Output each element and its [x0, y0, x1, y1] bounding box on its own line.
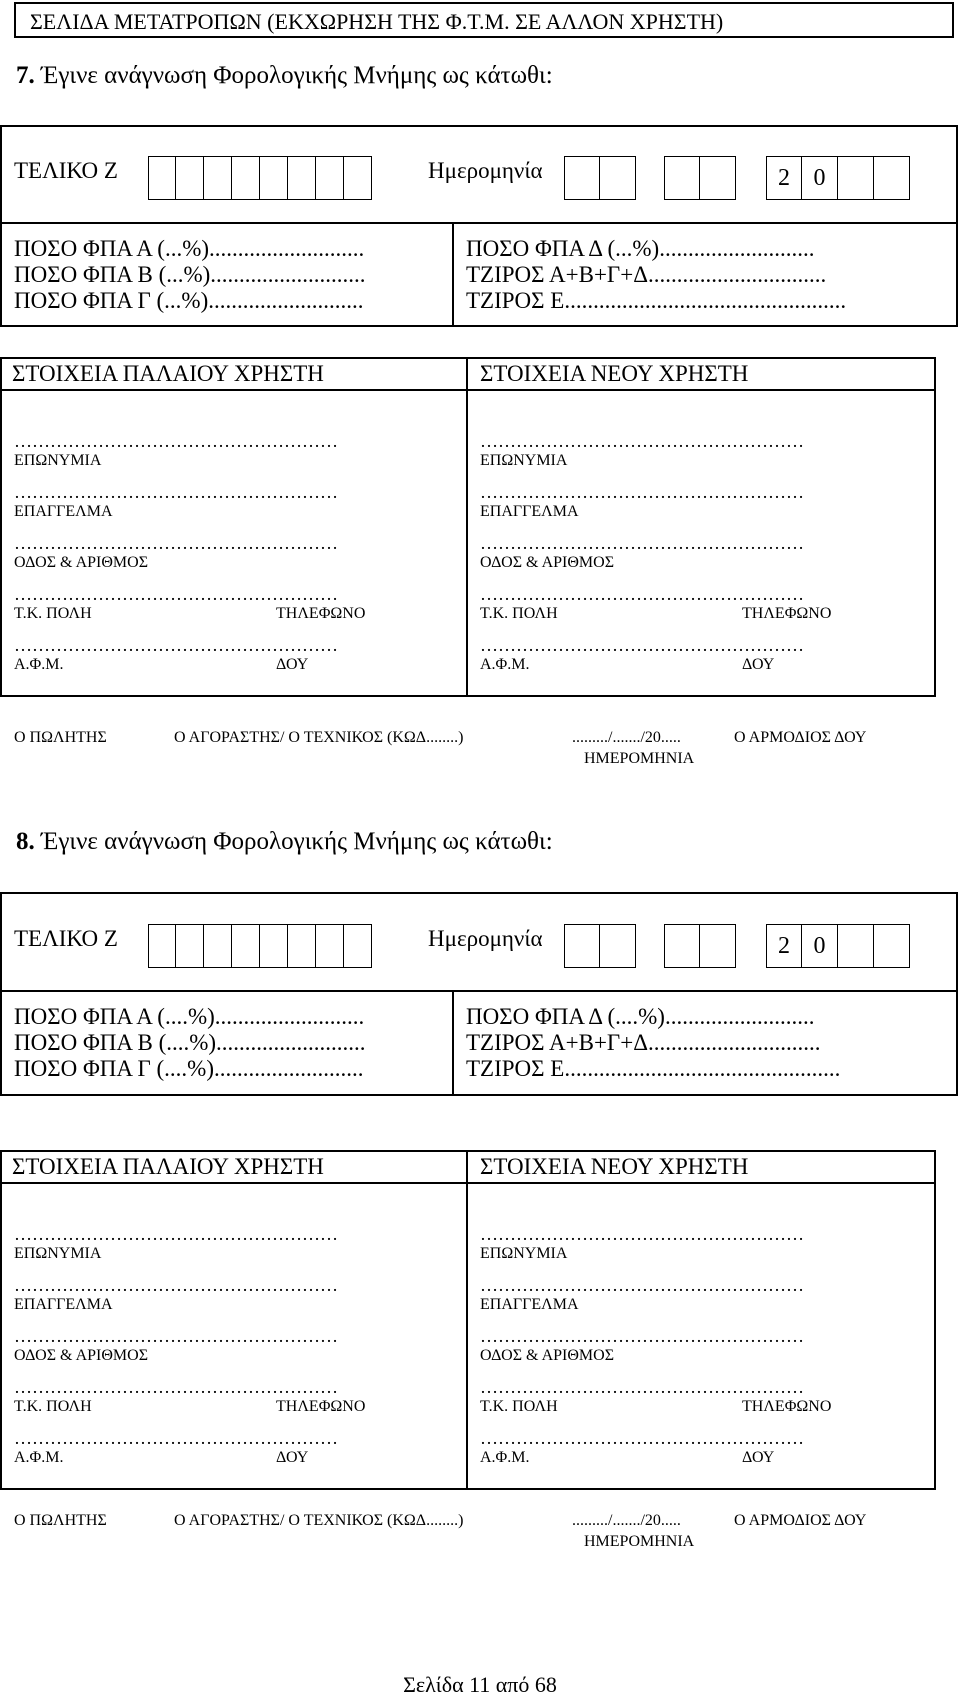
turnover-line: ΤΖΙΡΟΣ Α+Β+Γ+Δ............................... [466, 262, 827, 287]
date-label: Ημερομηνία [428, 926, 543, 951]
fill-line[interactable]: ……………………………………………… [14, 1429, 338, 1447]
z-label: ΤΕΛΙΚΟ Ζ [14, 158, 118, 183]
fill-line[interactable]: ……………………………………………… [14, 585, 338, 603]
tk-poli-label: Τ.Κ. ΠΟΛΗ [480, 1398, 558, 1415]
authority-signature-label: Ο ΑΡΜΟΔΙΟΣ ΔΟΥ [734, 1512, 867, 1529]
eponymia-label: ΕΠΩΝΥΜΙΑ [480, 1245, 568, 1262]
fill-line[interactable]: ……………………………………………… [480, 1327, 804, 1345]
date-cell[interactable] [564, 924, 600, 968]
year-cell: 2 [766, 924, 802, 968]
vat-b-line: ΠΟΣΟ ΦΠΑ Β (....%).......................... [14, 1030, 366, 1055]
vat-d-line: ΠΟΣΟ ΦΠΑ Δ (....%).......................... [466, 1004, 815, 1029]
fill-line[interactable]: ……………………………………………… [14, 1378, 338, 1396]
digit-cell[interactable] [344, 924, 372, 968]
date-cells-day[interactable] [564, 156, 636, 200]
vat-right-column [466, 236, 846, 314]
fill-line[interactable]: ……………………………………………… [480, 432, 804, 450]
divider [466, 357, 468, 697]
digit-cell[interactable] [316, 924, 344, 968]
new-user-heading: ΣΤΟΙΧΕΙΑ ΝΕΟΥ ΧΡΗΣΤΗ [480, 361, 749, 386]
digit-cell[interactable] [260, 156, 288, 200]
digit-cell[interactable] [232, 924, 260, 968]
vat-c-line: ΠΟΣΟ ΦΠΑ Γ (....%).......................... [14, 1056, 364, 1081]
buyer-signature-label: Ο ΑΓΟΡΑΣΤΗΣ/ Ο ΤΕΧΝΙΚΟΣ (ΚΩΔ........) [174, 1512, 464, 1529]
digit-cell[interactable] [260, 924, 288, 968]
doy-label: ΔΟΥ [276, 656, 309, 673]
z-number-cells[interactable] [148, 156, 372, 200]
tk-poli-label: Τ.Κ. ΠΟΛΗ [480, 605, 558, 622]
vat-d-line: ΠΟΣΟ ΦΠΑ Δ (...%)........................... [466, 236, 815, 261]
divider [0, 990, 958, 992]
eponymia-label: ΕΠΩΝΥΜΙΑ [14, 1245, 102, 1262]
divider [452, 990, 454, 1096]
doy-label: ΔΟΥ [742, 656, 775, 673]
digit-cell[interactable] [148, 156, 176, 200]
section-heading: Έγινε ανάγνωση Φορολογικής Μνήμης ως κάτωθι: [41, 62, 553, 89]
odos-label: ΟΔΟΣ & ΑΡΙΘΜΟΣ [480, 1347, 615, 1364]
tilefono-label: ΤΗΛΕΦΩΝΟ [742, 605, 832, 622]
fill-line[interactable]: ……………………………………………… [14, 636, 338, 654]
fill-line[interactable]: ……………………………………………… [480, 1276, 804, 1294]
buyer-signature-label: Ο ΑΓΟΡΑΣΤΗΣ/ Ο ΤΕΧΝΙΚΟΣ (ΚΩΔ........) [174, 729, 464, 746]
fill-line[interactable]: ……………………………………………… [480, 483, 804, 501]
fill-line[interactable]: ……………………………………………… [480, 1429, 804, 1447]
digit-cell[interactable] [204, 156, 232, 200]
date-cell[interactable] [664, 924, 700, 968]
fill-line[interactable]: ……………………………………………… [480, 1225, 804, 1243]
odos-label: ΟΔΟΣ & ΑΡΙΘΜΟΣ [14, 1347, 149, 1364]
old-user-heading: ΣΤΟΙΧΕΙΑ ΠΑΛΑΙΟΥ ΧΡΗΣΤΗ [12, 1154, 324, 1179]
date-cell[interactable] [664, 156, 700, 200]
fill-line[interactable]: ……………………………………………… [14, 1225, 338, 1243]
fill-line[interactable]: ……………………………………………… [14, 534, 338, 552]
tilefono-label: ΤΗΛΕΦΩΝΟ [276, 605, 366, 622]
afm-label: Α.Φ.Μ. [14, 1449, 64, 1466]
eponymia-label: ΕΠΩΝΥΜΙΑ [480, 452, 568, 469]
date-cell[interactable] [700, 156, 736, 200]
section-number: 7. [16, 62, 35, 89]
seller-signature-label: Ο ΠΩΛΗΤΗΣ [14, 729, 107, 746]
odos-label: ΟΔΟΣ & ΑΡΙΘΜΟΣ [14, 554, 149, 571]
date-cell[interactable] [600, 156, 636, 200]
fill-line[interactable]: ……………………………………………… [480, 636, 804, 654]
section-8-title [16, 828, 553, 856]
date-cells-month[interactable] [664, 156, 736, 200]
date-caption: ΗΜΕΡΟΜΗΝΙΑ [584, 1533, 695, 1550]
date-fill[interactable]: ........./......./20..... [572, 1512, 681, 1529]
epaggelma-label: ΕΠΑΓΓΕΛΜΑ [480, 1296, 579, 1313]
fill-line[interactable]: ……………………………………………… [14, 432, 338, 450]
digit-cell[interactable] [204, 924, 232, 968]
epaggelma-label: ΕΠΑΓΓΕΛΜΑ [14, 1296, 113, 1313]
seller-signature-label: Ο ΠΩΛΗΤΗΣ [14, 1512, 107, 1529]
date-cells-year[interactable] [766, 924, 910, 968]
epaggelma-label: ΕΠΑΓΓΕΛΜΑ [480, 503, 579, 520]
fill-line[interactable]: ……………………………………………… [14, 483, 338, 501]
year-cell[interactable] [838, 156, 874, 200]
doy-label: ΔΟΥ [276, 1449, 309, 1466]
z-number-cells[interactable] [148, 924, 372, 968]
vat-right-column [466, 1004, 840, 1082]
section-number: 8. [16, 828, 35, 855]
date-cells-month[interactable] [664, 924, 736, 968]
digit-cell[interactable] [344, 156, 372, 200]
section-heading: Έγινε ανάγνωση Φορολογικής Μνήμης ως κάτωθι: [41, 828, 553, 855]
fill-line[interactable]: ……………………………………………… [480, 1378, 804, 1396]
epaggelma-label: ΕΠΑΓΓΕΛΜΑ [14, 503, 113, 520]
turnover-line: ΤΖΙΡΟΣ Α+Β+Γ+Δ.............................. [466, 1030, 821, 1055]
year-cell: 2 [766, 156, 802, 200]
digit-cell[interactable] [176, 924, 204, 968]
authority-signature-label: Ο ΑΡΜΟΔΙΟΣ ΔΟΥ [734, 729, 867, 746]
page-footer: Σελίδα 11 από 68 [403, 1672, 557, 1697]
fill-line[interactable]: ……………………………………………… [480, 534, 804, 552]
turnover-e-line: ΤΖΙΡΟΣ Ε................................................. [466, 288, 847, 313]
digit-cell[interactable] [232, 156, 260, 200]
z-label: ΤΕΛΙΚΟ Ζ [14, 926, 118, 951]
afm-label: Α.Φ.Μ. [480, 656, 530, 673]
afm-label: Α.Φ.Μ. [480, 1449, 530, 1466]
date-fill[interactable]: ........./......./20..... [572, 729, 681, 746]
tilefono-label: ΤΗΛΕΦΩΝΟ [742, 1398, 832, 1415]
odos-label: ΟΔΟΣ & ΑΡΙΘΜΟΣ [480, 554, 615, 571]
year-cell: 0 [802, 156, 838, 200]
doy-label: ΔΟΥ [742, 1449, 775, 1466]
section-7-title [16, 62, 553, 90]
divider [452, 222, 454, 327]
fill-line[interactable]: ……………………………………………… [480, 585, 804, 603]
tilefono-label: ΤΗΛΕΦΩΝΟ [276, 1398, 366, 1415]
date-caption: ΗΜΕΡΟΜΗΝΙΑ [584, 750, 695, 767]
tk-poli-label: Τ.Κ. ΠΟΛΗ [14, 605, 92, 622]
divider [466, 1150, 468, 1490]
fill-line[interactable]: ……………………………………………… [14, 1276, 338, 1294]
year-cell[interactable] [874, 924, 910, 968]
digit-cell[interactable] [288, 156, 316, 200]
year-cell: 0 [802, 924, 838, 968]
eponymia-label: ΕΠΩΝΥΜΙΑ [14, 452, 102, 469]
year-cell[interactable] [874, 156, 910, 200]
digit-cell[interactable] [176, 156, 204, 200]
vat-a-line: ΠΟΣΟ ΦΠΑ Α (....%).......................... [14, 1004, 365, 1029]
divider [0, 222, 958, 224]
date-cell[interactable] [600, 924, 636, 968]
digit-cell[interactable] [316, 156, 344, 200]
vat-left-column [14, 236, 366, 314]
afm-label: Α.Φ.Μ. [14, 656, 64, 673]
new-user-heading: ΣΤΟΙΧΕΙΑ ΝΕΟΥ ΧΡΗΣΤΗ [480, 1154, 749, 1179]
tk-poli-label: Τ.Κ. ΠΟΛΗ [14, 1398, 92, 1415]
date-label: Ημερομηνία [428, 158, 543, 183]
digit-cell[interactable] [148, 924, 176, 968]
turnover-e-line: ΤΖΙΡΟΣ Ε................................................ [466, 1056, 841, 1081]
date-cell[interactable] [564, 156, 600, 200]
fill-line[interactable]: ……………………………………………… [14, 1327, 338, 1345]
vat-c-line: ΠΟΣΟ ΦΠΑ Γ (...%)........................... [14, 288, 364, 313]
digit-cell[interactable] [288, 924, 316, 968]
vat-a-line: ΠΟΣΟ ΦΠΑ Α (...%)........................... [14, 236, 365, 261]
date-cell[interactable] [700, 924, 736, 968]
page-header [14, 2, 954, 38]
date-cells-year[interactable] [766, 156, 910, 200]
old-user-heading: ΣΤΟΙΧΕΙΑ ΠΑΛΑΙΟΥ ΧΡΗΣΤΗ [12, 361, 324, 386]
vat-left-column [14, 1004, 366, 1082]
year-cell[interactable] [838, 924, 874, 968]
vat-b-line: ΠΟΣΟ ΦΠΑ Β (...%)........................... [14, 262, 366, 287]
page-header-title: ΣΕΛΙΔΑ ΜΕΤΑΤΡΟΠΩΝ (ΕΚΧΩΡΗΣΗ ΤΗΣ Φ.Τ.Μ. ΣΕ ΑΛΛΟΝ ΧΡΗΣΤΗ) [30, 9, 724, 34]
date-cells-day[interactable] [564, 924, 636, 968]
